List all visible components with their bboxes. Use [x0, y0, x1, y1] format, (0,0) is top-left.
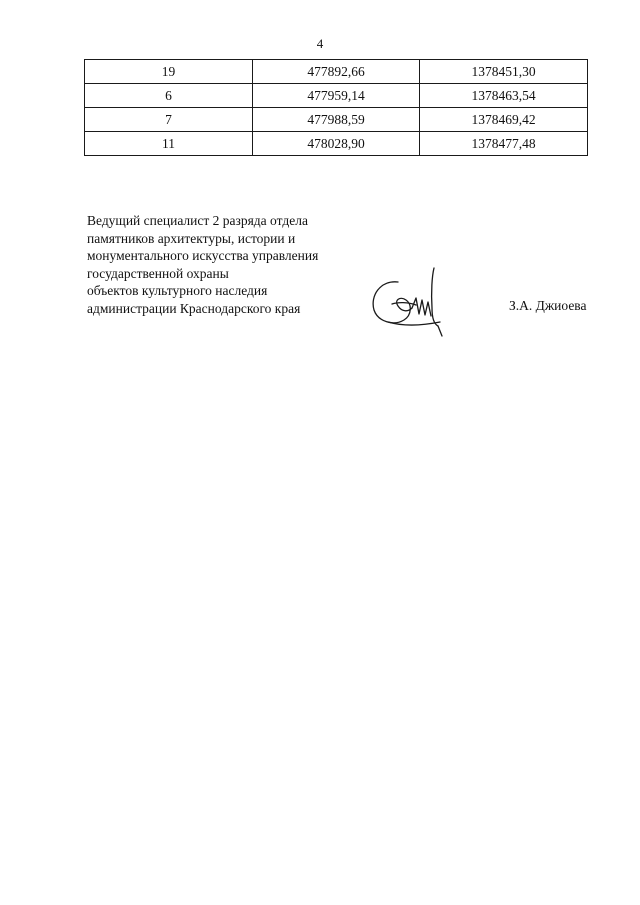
x-coordinate-cell: 477892,66: [253, 60, 420, 84]
signer-position-line: администрации Краснодарского края: [87, 300, 301, 316]
point-number-cell: 11: [85, 132, 253, 156]
x-coordinate-cell: 478028,90: [253, 132, 420, 156]
table-row: [85, 60, 588, 84]
signer-position-line: государственной охраны: [87, 265, 229, 281]
coordinates-table: [84, 59, 588, 156]
point-number-cell: 19: [85, 60, 253, 84]
point-number-cell: 6: [85, 84, 253, 108]
signer-name: З.А. Джиоева: [509, 298, 587, 313]
x-coordinate-cell: 477988,59: [253, 108, 420, 132]
y-coordinate-cell: 1378469,42: [420, 108, 588, 132]
y-coordinate-cell: 1378451,30: [420, 60, 588, 84]
signer-position-line: монументального искусства управления: [87, 248, 319, 264]
signer-position: [87, 212, 318, 318]
table-row: [85, 108, 588, 132]
signer-position-line: памятников архитектуры, истории и: [87, 230, 296, 246]
table-row: [85, 132, 588, 156]
y-coordinate-cell: 1378463,54: [420, 84, 588, 108]
signer-position-line: объектов культурного наследия: [87, 283, 268, 299]
point-number-cell: 7: [85, 108, 253, 132]
handwritten-signature: [368, 262, 468, 342]
page-number: 4: [316, 36, 324, 51]
table-row: [85, 84, 588, 108]
y-coordinate-cell: 1378477,48: [420, 132, 588, 156]
x-coordinate-cell: 477959,14: [253, 84, 420, 108]
signer-position-line: Ведущий специалист 2 разряда отдела: [87, 213, 308, 228]
